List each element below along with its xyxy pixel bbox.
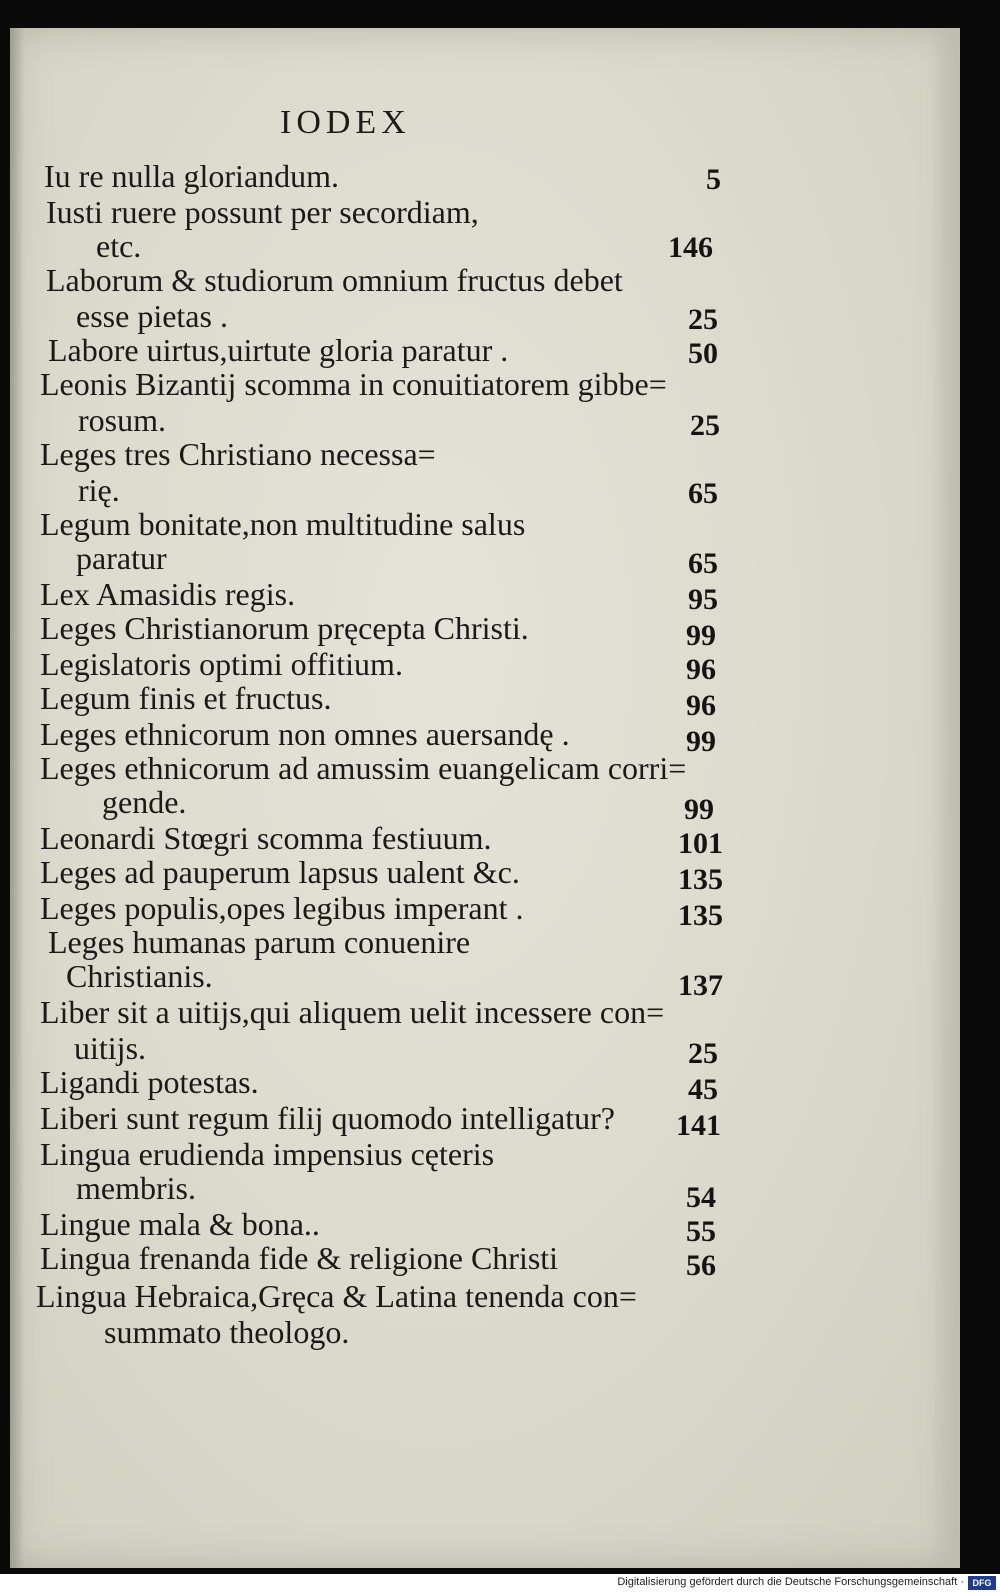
entry-page: 101 (678, 827, 723, 860)
entry-text: esse pietas . (76, 298, 228, 334)
entry-page: 137 (678, 969, 723, 1002)
entry-text: Liber sit a uitijs,qui aliquem uelit incessere con= (40, 994, 665, 1030)
entry-text: membris. (76, 1170, 196, 1206)
entry-text: Leonis Bizantij scomma in conuitiatorem gibbe= (40, 366, 667, 402)
entry-page: 54 (686, 1181, 716, 1214)
entry-page: 56 (686, 1249, 716, 1282)
entry-text: paratur (76, 540, 167, 576)
entry-page: 25 (690, 409, 720, 442)
entry-page: 135 (678, 899, 723, 932)
entry-page: 99 (686, 619, 716, 652)
footer-credit: Digitalisierung gefördert durch die Deutsche Forschungsgemeinschaft · (617, 1576, 964, 1588)
entry-page: 55 (686, 1215, 716, 1248)
entry-page: 96 (686, 689, 716, 722)
entry-text: Labore uirtus,uirtute gloria paratur . (48, 332, 509, 368)
entry-text: Liberi sunt regum filij quomodo intelligatur? (40, 1100, 615, 1136)
entry-text: Leges ethnicorum non omnes auersandę . (40, 716, 570, 752)
entry-text: Legum finis et fructus. (40, 680, 332, 716)
entry-page: 99 (684, 793, 714, 826)
entry-text: Lingua frenanda fide & religione Christi (40, 1240, 559, 1276)
entry-text: Iu re nulla gloriandum. (44, 158, 340, 194)
entry-text: Legislatoris optimi offitium. (40, 646, 403, 682)
entry-text: Lingua Hebraica,Gręca & Latina tenenda con= (36, 1278, 637, 1314)
entry-page: 99 (686, 725, 716, 758)
entry-page: 25 (688, 303, 718, 336)
entry-text: uitijs. (74, 1030, 147, 1066)
entry-text: etc. (96, 228, 142, 264)
running-head: IODEX (280, 104, 411, 141)
entry-text: Lingue mala & bona.. (40, 1206, 320, 1242)
entry-page: 96 (686, 653, 716, 686)
entry-page: 135 (678, 863, 723, 896)
entry-text: Leges populis,opes legibus imperant . (40, 890, 524, 926)
entry-text: Leges Christianorum pręcepta Christi. (40, 610, 529, 646)
entry-text: summato theologo. (104, 1314, 350, 1350)
entry-text: Laborum & studiorum omnium fructus debet (46, 262, 623, 298)
entry-text: gende. (102, 784, 187, 820)
entry-text: Leonardi Stœgri scomma festiuum. (40, 820, 492, 856)
entry-text: Leges tres Christiano necessa= (40, 436, 436, 472)
entry-page: 146 (668, 231, 713, 264)
entry-page: 141 (676, 1109, 721, 1142)
entry-page: 95 (688, 583, 718, 616)
entry-page: 5 (706, 163, 721, 196)
entry-page: 65 (688, 477, 718, 510)
entry-text: Leges humanas parum conuenire (48, 924, 471, 960)
entry-page: 25 (688, 1037, 718, 1070)
entry-text: rosum. (78, 402, 166, 438)
entry-text: Lingua erudienda impensius cęteris (40, 1136, 495, 1172)
entry-text: Leges ad pauperum lapsus ualent &c. (40, 854, 520, 890)
entry-text: rię. (78, 472, 120, 508)
entry-text: Iusti ruere possunt per secordiam, (46, 194, 479, 230)
entry-page: 65 (688, 547, 718, 580)
entry-text: Lex Amasidis regis. (40, 576, 296, 612)
entry-text: Ligandi potestas. (40, 1064, 259, 1100)
entry-text: Leges ethnicorum ad amussim euangelicam corri= (40, 750, 687, 786)
entry-page: 45 (688, 1073, 718, 1106)
entry-page: 50 (688, 337, 718, 370)
dfg-logo-icon: DFG (968, 1576, 996, 1590)
entry-text: Legum bonitate,non multitudine salus (40, 506, 526, 542)
entry-text: Christianis. (66, 958, 213, 994)
